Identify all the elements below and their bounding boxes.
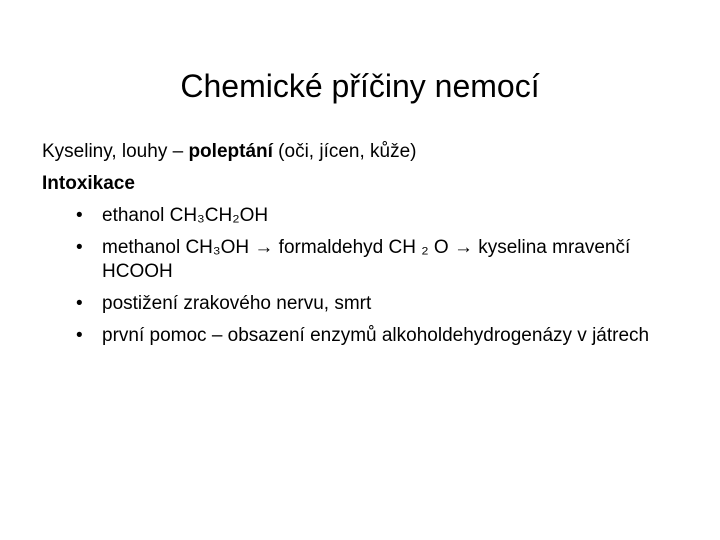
bullet-icon: • <box>76 325 83 346</box>
slide-body <box>42 140 682 356</box>
bullet-list <box>42 204 682 348</box>
bullet-text: methanol CH₃OH → formaldehyd CH ₂ O → kyselina mravenčí HCOOH <box>102 237 631 282</box>
paragraph-acids <box>42 140 682 164</box>
bullet-text: postižení zrakového nervu, smrt <box>102 293 372 314</box>
bullet-icon: • <box>76 205 83 226</box>
bullet-text: ethanol CH₃CH₂OH <box>102 205 269 226</box>
acids-bold-term: poleptání <box>188 141 273 162</box>
acids-text-start: Kyseliny, louhy – <box>42 141 189 162</box>
bullet-icon: • <box>76 237 83 258</box>
slide-title: Chemické příčiny nemocí <box>180 68 540 104</box>
acids-text-end: (oči, jícen, kůže) <box>272 141 417 162</box>
bullet-text: první pomoc – obsazení enzymů alkoholdehydrogenázy v játrech <box>102 325 650 346</box>
bullet-item-ethanol <box>42 204 682 228</box>
bullet-icon: • <box>76 293 83 314</box>
bullet-item-first-aid <box>42 324 682 348</box>
bullet-item-methanol <box>42 236 682 284</box>
bullet-item-optic-nerve <box>42 292 682 316</box>
heading-intoxication: Intoxikace <box>42 173 135 194</box>
